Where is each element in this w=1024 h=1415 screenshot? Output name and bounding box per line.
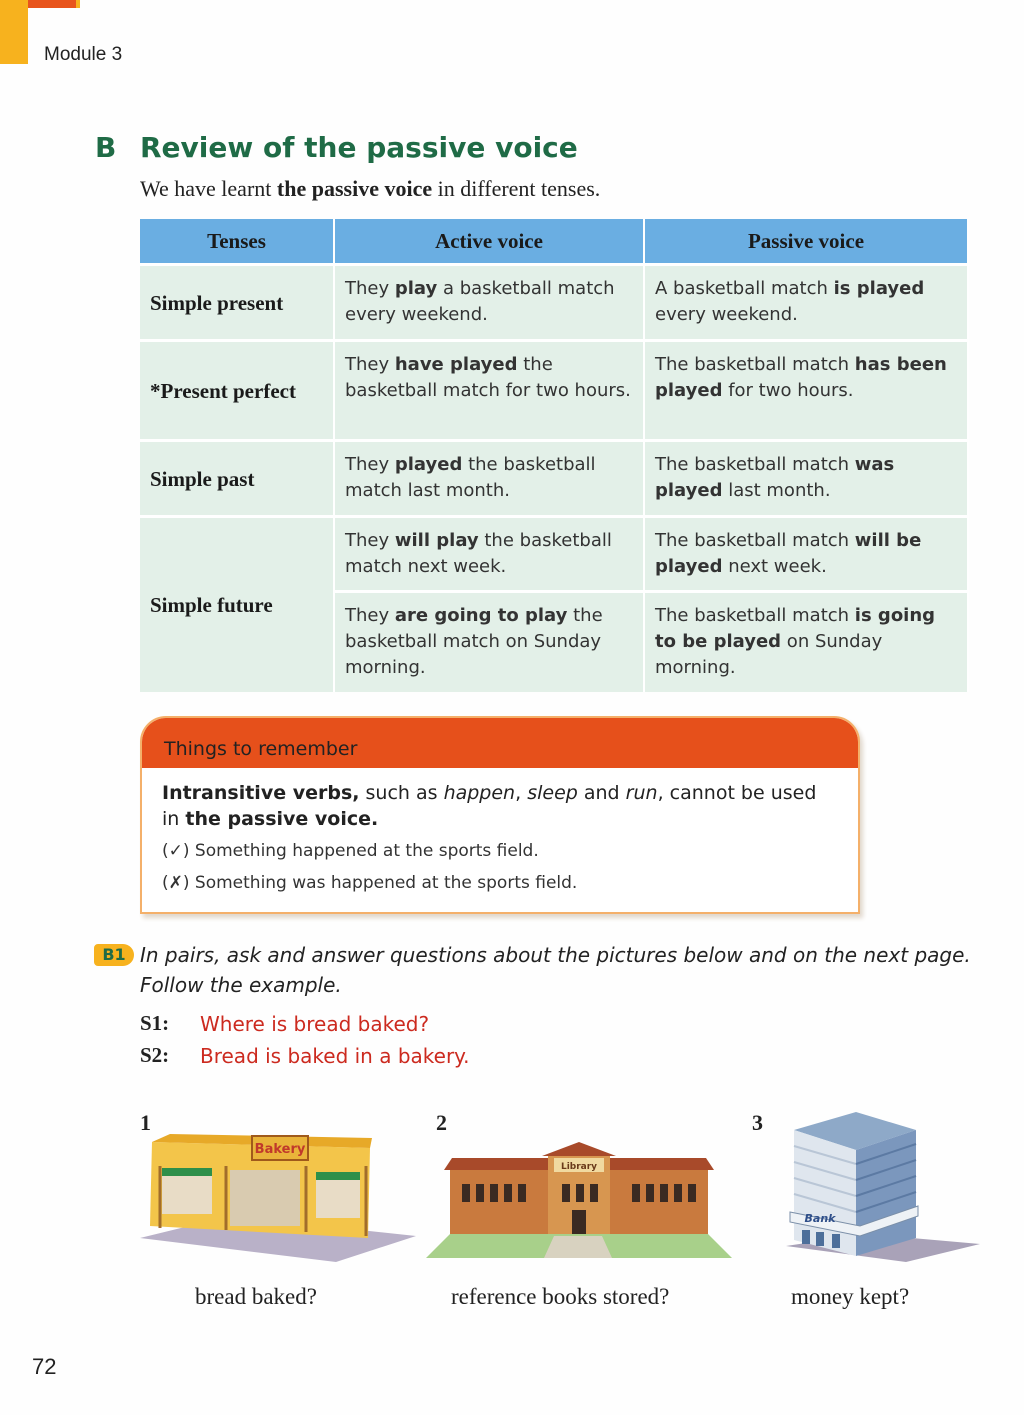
- module-label: Module 3: [44, 44, 123, 65]
- bank-sign: Bank: [804, 1212, 836, 1225]
- picture-caption: bread baked?: [195, 1284, 317, 1309]
- picture-caption: reference books stored?: [451, 1284, 670, 1309]
- section-title: Review of the passive voice: [140, 131, 578, 164]
- library-sign: Library: [560, 1162, 598, 1172]
- header-tenses: Tenses: [140, 219, 334, 265]
- picture-number: 1: [140, 1110, 151, 1135]
- example-question: Where is bread baked?: [200, 1012, 430, 1036]
- picture-number: 2: [436, 1110, 447, 1135]
- remember-title: Things to remember: [164, 738, 358, 760]
- bakery-sign: Bakery: [254, 1142, 306, 1157]
- library-illustration: [426, 1140, 732, 1260]
- passive-cell: The basketball match was played last month.: [644, 441, 968, 517]
- passive-cell: The basketball match is going to be played on Sunday morning.: [644, 592, 968, 692]
- active-cell: They are going to play the basketball match on Sunday morning.: [334, 592, 644, 692]
- correct-example: (✓) Something happened at the sports field.: [162, 841, 539, 861]
- wrong-example: (✗) Something was happened at the sports field.: [162, 873, 578, 893]
- header-active: Active voice: [334, 219, 644, 265]
- active-cell: They will play the basketball match next week.: [334, 517, 644, 592]
- passive-cell: The basketball match will be played next week.: [644, 517, 968, 592]
- speaker-label: S2:: [140, 1043, 170, 1067]
- exercise-badge: B1: [94, 944, 134, 966]
- intro-text: We have learnt the passive voice in different tenses.: [140, 176, 601, 201]
- tense-cell: Simple past: [140, 441, 334, 517]
- corner-decoration-accent: [28, 0, 76, 8]
- tense-cell: Simple present: [140, 265, 334, 341]
- corner-decoration: [0, 0, 28, 64]
- active-cell: They played the basketball match last month.: [334, 441, 644, 517]
- bakery-illustration: [140, 1130, 420, 1262]
- picture-number: 3: [752, 1110, 763, 1135]
- tense-cell: *Present perfect: [140, 341, 334, 441]
- passive-cell: A basketball match is played every weekend.: [644, 265, 968, 341]
- speaker-label: S1:: [140, 1011, 170, 1035]
- active-cell: They have played the basketball match for two hours.: [334, 341, 644, 441]
- header-passive: Passive voice: [644, 219, 968, 265]
- page-number: 72: [32, 1354, 57, 1379]
- things-to-remember-box: [140, 716, 860, 914]
- exercise-instruction: In pairs, ask and answer questions about the pictures below and on the next page. Follow the example.: [140, 943, 971, 997]
- active-cell: They play a basketball match every weekend.: [334, 265, 644, 341]
- remember-header: [142, 718, 858, 768]
- tense-cell: Simple future: [140, 517, 334, 692]
- passive-cell: The basketball match has been played for two hours.: [644, 341, 968, 441]
- tenses-table: [140, 219, 969, 692]
- picture-caption: money kept?: [791, 1284, 910, 1309]
- example-answer: Bread is baked in a bakery.: [200, 1044, 470, 1068]
- bank-illustration: [786, 1106, 982, 1264]
- remember-rule: Intransitive verbs, such as happen, sleep and run, cannot be used in the passive voice.: [162, 782, 817, 830]
- section-letter: B: [95, 131, 117, 164]
